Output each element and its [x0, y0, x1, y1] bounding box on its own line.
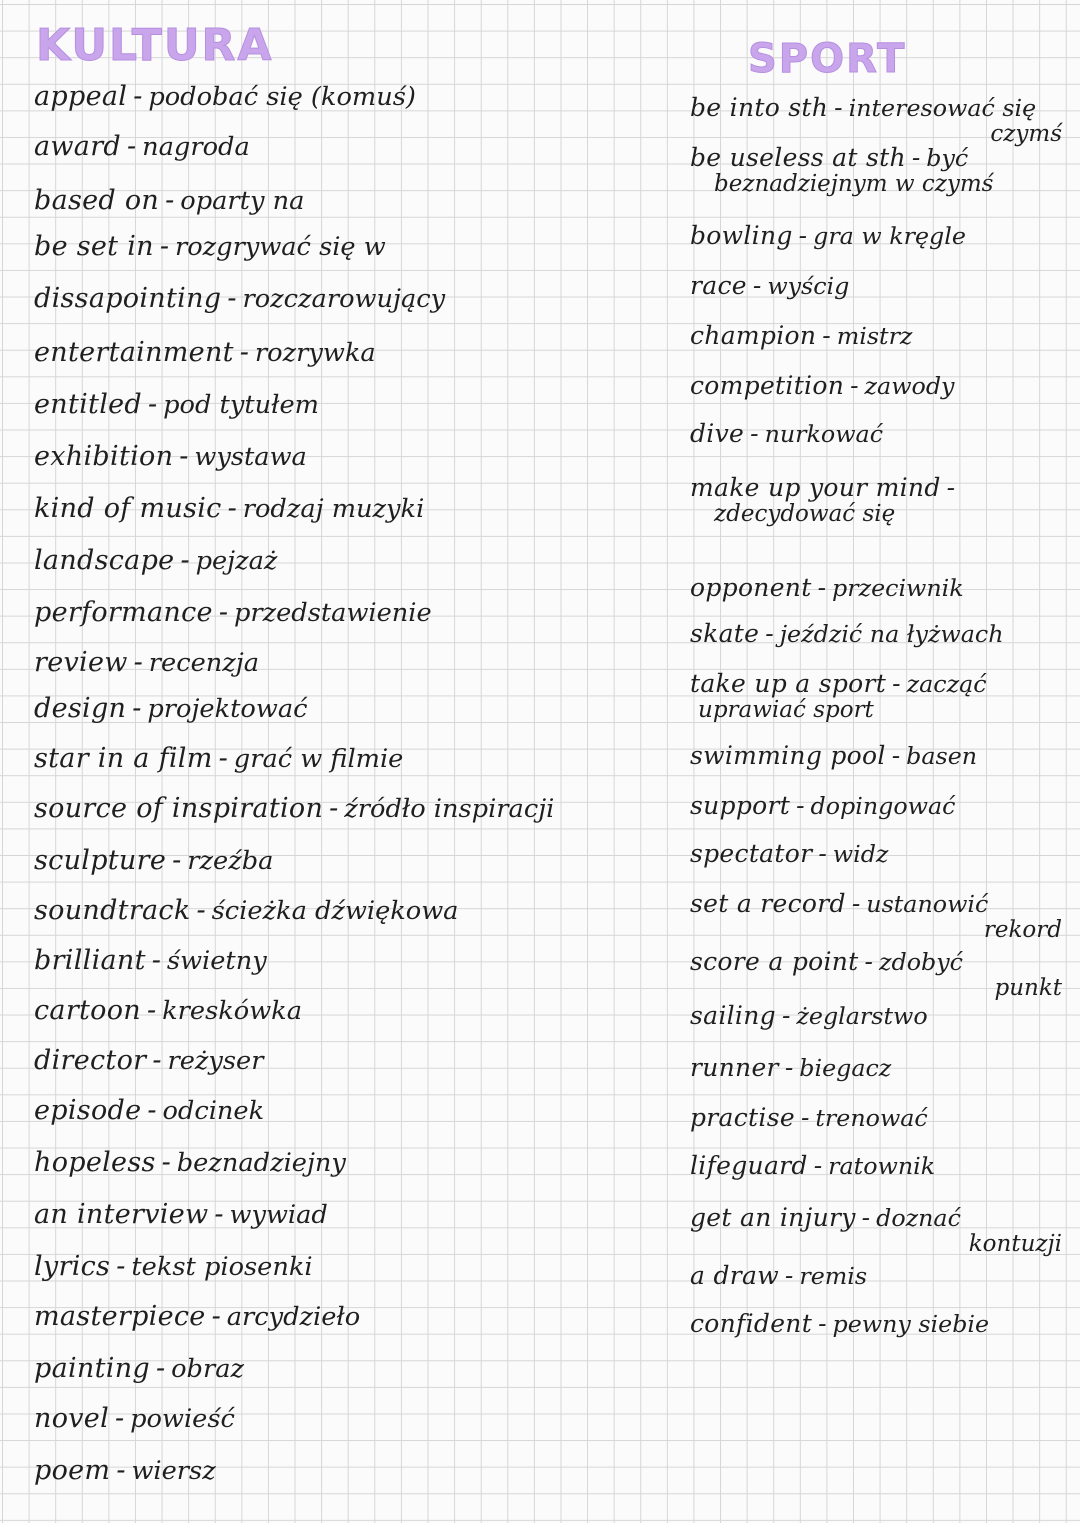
vocab-term: hopeless	[34, 1147, 156, 1178]
dash-separator: -	[813, 1151, 823, 1180]
vocab-translation: basen	[906, 742, 978, 770]
vocab-entry	[34, 694, 614, 724]
vocab-entry	[34, 744, 614, 774]
vocab-entry	[34, 1096, 614, 1126]
dash-separator: -	[817, 573, 827, 602]
vocab-term: race	[690, 271, 747, 300]
dash-separator: -	[146, 995, 157, 1026]
vocab-entry	[34, 1404, 614, 1434]
vocab-term: be set in	[34, 231, 154, 262]
dash-separator: -	[818, 839, 827, 868]
vocab-entry	[34, 338, 614, 368]
vocab-entry	[690, 840, 1070, 868]
sport-heading: SPORT	[748, 36, 907, 82]
vocab-term: kind of music	[34, 493, 222, 524]
dash-separator: -	[127, 131, 137, 162]
vocab-term: novel	[34, 1403, 110, 1434]
vocab-translation: powieść	[130, 1404, 235, 1434]
vocab-translation: źródło inspiracji	[344, 794, 555, 824]
dash-separator: -	[115, 1403, 125, 1434]
dash-separator: -	[800, 1103, 810, 1132]
dash-separator: -	[861, 1203, 871, 1232]
dash-separator: -	[172, 845, 182, 876]
dash-separator: -	[179, 441, 189, 472]
vocab-translation: trenować	[815, 1104, 928, 1132]
vocab-translation: świetny	[166, 946, 267, 976]
dash-separator: -	[133, 647, 143, 678]
vocab-entry	[690, 1310, 1070, 1338]
vocab-entry	[690, 742, 1070, 770]
vocab-term: based on	[34, 185, 160, 216]
vocab-entry	[690, 322, 1070, 350]
vocab-term: sailing	[690, 1001, 776, 1030]
dash-separator: -	[329, 793, 339, 824]
dash-separator: -	[892, 669, 901, 698]
dash-separator: -	[891, 741, 901, 770]
vocab-translation: oparty na	[180, 186, 305, 216]
dash-separator: -	[851, 889, 861, 918]
vocab-translation: zawody	[864, 372, 955, 400]
vocab-translation: przedstawienie	[233, 598, 432, 628]
vocab-entry	[34, 546, 614, 576]
vocab-translation: biegacz	[799, 1054, 892, 1082]
dash-separator: -	[834, 93, 843, 122]
vocab-term: lyrics	[34, 1251, 111, 1282]
vocab-translation: beznadziejny	[176, 1148, 346, 1178]
vocab-translation: pejzaż	[195, 546, 278, 576]
vocab-translation: wiersz	[131, 1456, 216, 1486]
vocab-term: be useless at sth	[690, 143, 906, 172]
vocab-term: cartoon	[34, 995, 141, 1026]
vocab-translation: żeglarstwo	[796, 1002, 928, 1030]
vocab-term: soundtrack	[34, 895, 191, 926]
vocab-term: episode	[34, 1095, 142, 1126]
vocab-translation: wywiad	[229, 1200, 328, 1230]
vocab-translation-continued: kontuzji	[968, 1230, 1062, 1257]
vocab-translation: ratownik	[828, 1152, 936, 1180]
kultura-heading: KULTURA	[36, 20, 274, 71]
vocab-term: entitled	[34, 389, 143, 420]
vocab-translation: rozgrywać się w	[174, 232, 386, 262]
dash-separator: -	[196, 895, 206, 926]
dash-separator: -	[218, 597, 228, 628]
vocab-term: a draw	[690, 1261, 779, 1290]
vocab-term: brilliant	[34, 945, 146, 976]
dash-separator: -	[132, 693, 142, 724]
dash-separator: -	[227, 283, 237, 314]
vocab-term: lifeguard	[690, 1151, 808, 1180]
vocab-term: appeal	[34, 81, 128, 112]
vocab-entry	[690, 144, 1070, 197]
vocab-term: review	[34, 647, 128, 678]
vocab-term: skate	[690, 619, 760, 648]
vocab-term: dive	[690, 419, 745, 448]
dash-separator: -	[239, 337, 249, 368]
vocab-entry	[34, 1252, 614, 1282]
vocab-entry	[34, 996, 614, 1026]
vocab-term: competition	[690, 371, 845, 400]
vocab-entry	[34, 1354, 614, 1384]
dash-separator: -	[161, 1147, 171, 1178]
vocab-term: support	[690, 791, 791, 820]
vocab-entry	[34, 494, 614, 524]
vocab-term: take up a sport	[690, 669, 887, 698]
vocab-entry	[690, 272, 1070, 300]
vocab-term: dissapointing	[34, 283, 222, 314]
vocab-translation: wystawa	[194, 442, 307, 472]
vocab-translation: tekst piosenki	[131, 1252, 313, 1282]
vocab-entry	[690, 1104, 1070, 1132]
vocab-entry	[690, 1002, 1070, 1030]
vocab-translation: doznać	[876, 1204, 961, 1232]
vocab-term: masterpiece	[34, 1301, 206, 1332]
vocab-entry	[34, 186, 614, 216]
dash-separator: -	[765, 619, 774, 648]
vocab-translation: zdobyć	[878, 948, 963, 976]
vocab-translation: pod tytułem	[163, 390, 319, 420]
vocab-entry	[34, 1302, 614, 1332]
vocab-translation: odcinek	[162, 1096, 265, 1126]
vocab-entry	[690, 474, 1070, 527]
vocab-translation: rzeźba	[187, 846, 274, 876]
dash-separator: -	[159, 231, 169, 262]
vocab-entry	[34, 946, 614, 976]
vocab-translation-continued: rekord	[983, 916, 1062, 943]
vocab-translation: zacząć	[906, 670, 987, 698]
vocab-translation: projektować	[147, 694, 308, 724]
vocab-term: poem	[34, 1455, 111, 1486]
dash-separator: -	[180, 545, 190, 576]
vocab-entry	[34, 232, 614, 262]
vocab-entry	[34, 846, 614, 876]
dash-separator: -	[116, 1251, 126, 1282]
dash-separator: -	[798, 221, 808, 250]
vocab-translation: ścieżka dźwiękowa	[211, 896, 459, 926]
dash-separator: -	[781, 1001, 791, 1030]
vocab-entry	[34, 284, 614, 314]
vocab-translation: być	[926, 144, 969, 172]
vocab-translation-continued: czymś	[990, 120, 1062, 147]
vocab-translation: rozrywka	[254, 338, 376, 368]
vocab-term: star in a film	[34, 743, 213, 774]
vocab-entry	[690, 620, 1070, 648]
vocab-translation: dopingować	[810, 792, 956, 820]
dash-separator: -	[784, 1261, 794, 1290]
vocab-entry	[690, 948, 1070, 1001]
vocab-entry	[690, 420, 1070, 448]
vocab-translation: rodzaj muzyki	[242, 494, 425, 524]
vocab-translation: arcydzieło	[226, 1302, 361, 1332]
vocab-entry	[690, 792, 1070, 820]
dash-separator: -	[818, 1309, 827, 1338]
vocab-entry	[34, 1148, 614, 1178]
vocab-term: make up your mind	[690, 473, 941, 502]
vocab-entry	[34, 82, 614, 112]
vocab-term: sculpture	[34, 845, 167, 876]
dash-separator: -	[752, 271, 762, 300]
dash-separator: -	[148, 389, 158, 420]
vocab-term: performance	[34, 597, 213, 628]
vocab-translation: nurkować	[764, 420, 884, 448]
vocab-translation: widz	[832, 840, 889, 868]
dash-separator: -	[796, 791, 805, 820]
vocab-translation: podobać się (komuś)	[148, 82, 416, 112]
dash-separator: -	[147, 1095, 157, 1126]
vocab-translation: recenzja	[148, 648, 260, 678]
vocab-entry	[34, 442, 614, 472]
vocab-entry	[34, 1456, 614, 1486]
vocab-term: design	[34, 693, 127, 724]
dash-separator: -	[152, 1045, 162, 1076]
vocab-entry	[690, 890, 1070, 943]
vocab-entry	[690, 1054, 1070, 1082]
dash-separator: -	[116, 1455, 126, 1486]
vocab-term: be into sth	[690, 93, 829, 122]
vocab-entry	[690, 372, 1070, 400]
dash-separator: -	[211, 1301, 221, 1332]
vocab-translation: rozczarowujący	[242, 284, 446, 314]
vocab-translation-continued: uprawiać sport	[698, 696, 874, 723]
vocab-translation: remis	[799, 1262, 868, 1290]
dash-separator: -	[750, 419, 759, 448]
vocab-entry	[690, 222, 1070, 250]
vocab-entry	[34, 794, 614, 824]
dash-separator: -	[133, 81, 143, 112]
vocab-translation: obraz	[171, 1354, 244, 1384]
vocab-term: an interview	[34, 1199, 209, 1230]
vocab-term: set a record	[690, 889, 846, 918]
vocab-translation: przeciwnik	[832, 574, 964, 602]
vocab-term: opponent	[690, 573, 812, 602]
vocab-translation: grać w filmie	[233, 744, 404, 774]
vocab-term: practise	[690, 1103, 795, 1132]
dash-separator: -	[850, 371, 859, 400]
vocab-translation: gra w kręgle	[813, 222, 966, 250]
vocab-term: entertainment	[34, 337, 234, 368]
vocab-translation: pewny siebie	[832, 1310, 990, 1338]
vocab-term: landscape	[34, 545, 175, 576]
vocab-entry	[690, 1262, 1070, 1290]
vocab-term: award	[34, 131, 121, 162]
vocab-term: exhibition	[34, 441, 174, 472]
dash-separator: -	[155, 1353, 166, 1384]
vocab-entry	[34, 896, 614, 926]
vocab-entry	[690, 574, 1070, 602]
vocab-term: bowling	[690, 221, 793, 250]
vocab-entry	[34, 390, 614, 420]
vocab-term: champion	[690, 321, 817, 350]
vocab-entry	[690, 1152, 1070, 1180]
vocab-translation: interesować się	[848, 94, 1037, 122]
vocab-translation: kreskówka	[162, 996, 302, 1026]
vocab-term: confident	[690, 1309, 813, 1338]
vocab-translation-continued: zdecydować się	[714, 500, 896, 527]
dash-separator: -	[218, 743, 228, 774]
dash-separator: -	[214, 1199, 224, 1230]
dash-separator: -	[784, 1053, 794, 1082]
vocab-term: director	[34, 1045, 147, 1076]
vocab-term: source of inspiration	[34, 793, 324, 824]
vocab-term: swimming pool	[690, 741, 886, 770]
vocab-term: spectator	[690, 839, 813, 868]
vocab-entry	[34, 132, 614, 162]
vocab-translation: reżyser	[167, 1046, 264, 1076]
vocab-term: painting	[34, 1353, 150, 1384]
vocab-translation: mistrz	[836, 322, 913, 350]
vocab-translation-continued: beznadziejnym w czymś	[714, 170, 994, 197]
vocab-entry	[34, 1200, 614, 1230]
dash-separator: -	[151, 945, 161, 976]
vocab-entry	[34, 1046, 614, 1076]
vocab-translation: nagroda	[142, 132, 250, 162]
vocab-entry	[34, 648, 614, 678]
vocab-entry	[690, 1204, 1070, 1257]
vocab-translation: jeździć na łyżwach	[779, 620, 1004, 648]
vocab-translation-continued: punkt	[994, 974, 1062, 1001]
dash-separator: -	[165, 185, 175, 216]
vocab-entry	[690, 670, 1070, 723]
vocab-translation: ustanowić	[866, 890, 989, 918]
vocab-term: score a point	[690, 947, 859, 976]
dash-separator: -	[822, 321, 831, 350]
vocab-term: runner	[690, 1053, 779, 1082]
dash-separator: -	[911, 143, 921, 172]
vocab-term: get an injury	[690, 1203, 856, 1232]
vocab-translation: wyścig	[767, 272, 850, 300]
vocab-entry	[34, 598, 614, 628]
dash-separator: -	[946, 473, 956, 502]
dash-separator: -	[864, 947, 873, 976]
dash-separator: -	[227, 493, 237, 524]
vocab-entry	[690, 94, 1070, 147]
